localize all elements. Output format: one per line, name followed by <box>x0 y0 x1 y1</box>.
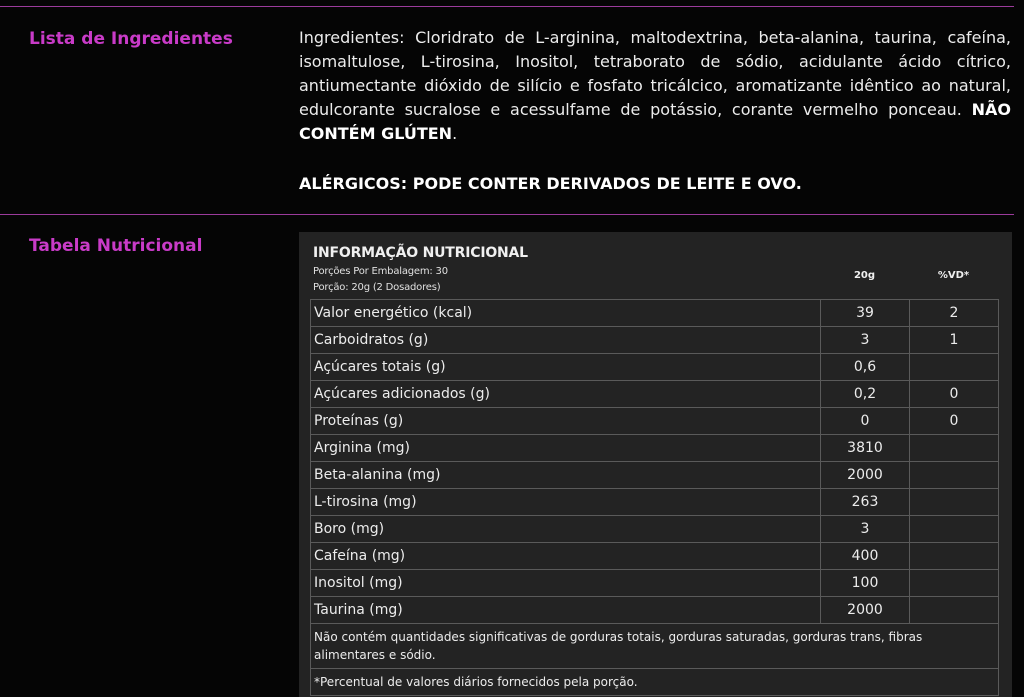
nutrient-dv: 2 <box>910 300 999 327</box>
nutrient-name: Cafeína (mg) <box>311 543 821 570</box>
table-row <box>311 543 999 570</box>
nutrient-dv <box>910 435 999 462</box>
nutrient-name: Taurina (mg) <box>311 597 821 624</box>
nutrient-amount: 3 <box>821 516 910 543</box>
nutrient-amount: 2000 <box>821 462 910 489</box>
nutrient-dv: 1 <box>910 327 999 354</box>
table-row <box>311 327 999 354</box>
nutrient-dv <box>910 543 999 570</box>
table-note-row <box>311 624 999 669</box>
nutrient-amount: 0,2 <box>821 381 910 408</box>
nutrient-name: Açúcares totais (g) <box>311 354 821 381</box>
table-row <box>311 516 999 543</box>
nutrition-section-label: Tabela Nutricional <box>29 236 203 256</box>
table-row <box>311 435 999 462</box>
middle-divider <box>0 214 1014 215</box>
nutrient-dv <box>910 354 999 381</box>
nutrient-dv <box>910 462 999 489</box>
table-row <box>311 597 999 624</box>
daily-value-note: *Percentual de valores diários fornecidos pela porção. <box>311 669 999 696</box>
column-header-amount: 20g <box>853 270 876 281</box>
nutrition-header <box>299 232 1012 297</box>
nutrition-title: INFORMAÇÃO NUTRICIONAL <box>313 245 528 261</box>
nutrient-amount: 400 <box>821 543 910 570</box>
nutrient-amount: 0,6 <box>821 354 910 381</box>
top-divider <box>0 6 1014 7</box>
gluten-notice: NÃO CONTÉM GLÚTEN <box>299 100 1011 143</box>
insignificant-amounts-note: Não contém quantidades significativas de gorduras totais, gorduras saturadas, gorduras trans, fibras alimentares e sódio. <box>311 624 999 669</box>
nutrient-amount: 39 <box>821 300 910 327</box>
ingredients-list: Ingredientes: Cloridrato de L-arginina, maltodextrina, beta-alanina, taurina, cafeína, isomaltulose, L-tirosina, Inositol, tetraborato de sódio, acidulante ácido cítrico, antiumectante dióxido de silício e fosfato tricálcico, aromatizante idêntico ao natural, edulcorante sucralose e acessulfame de potássio, corante vermelho ponceau. <box>299 28 1011 119</box>
table-row <box>311 489 999 516</box>
table-row <box>311 462 999 489</box>
nutrient-dv <box>910 516 999 543</box>
column-header-dv: %VD* <box>937 270 970 281</box>
table-row <box>311 408 999 435</box>
nutrient-name: Valor energético (kcal) <box>311 300 821 327</box>
table-row <box>311 570 999 597</box>
nutrient-name: Boro (mg) <box>311 516 821 543</box>
ingredients-text <box>299 26 1011 146</box>
nutrition-table <box>310 299 999 696</box>
ingredients-section-label: Lista de Ingredientes <box>29 29 233 49</box>
allergens-notice: ALÉRGICOS: PODE CONTER DERIVADOS DE LEITE E OVO. <box>299 174 802 193</box>
table-row <box>311 354 999 381</box>
nutrient-name: Arginina (mg) <box>311 435 821 462</box>
nutrition-facts-panel <box>299 232 1012 697</box>
nutrient-dv <box>910 597 999 624</box>
nutrient-name: Beta-alanina (mg) <box>311 462 821 489</box>
nutrient-name: Açúcares adicionados (g) <box>311 381 821 408</box>
nutrient-name: L-tirosina (mg) <box>311 489 821 516</box>
nutrient-dv: 0 <box>910 408 999 435</box>
nutrient-dv <box>910 570 999 597</box>
nutrient-amount: 263 <box>821 489 910 516</box>
nutrient-amount: 100 <box>821 570 910 597</box>
nutrient-amount: 0 <box>821 408 910 435</box>
nutrient-name: Carboidratos (g) <box>311 327 821 354</box>
gluten-suffix: . <box>452 124 458 143</box>
nutrient-name: Proteínas (g) <box>311 408 821 435</box>
portion-size: Porção: 20g (2 Dosadores) <box>313 282 441 293</box>
nutrient-amount: 2000 <box>821 597 910 624</box>
servings-per-package: Porções Por Embalagem: 30 <box>313 266 448 277</box>
nutrient-amount: 3 <box>821 327 910 354</box>
table-row <box>311 381 999 408</box>
nutrient-amount: 3810 <box>821 435 910 462</box>
table-note-row <box>311 669 999 696</box>
table-row <box>311 300 999 327</box>
nutrient-dv <box>910 489 999 516</box>
nutrient-name: Inositol (mg) <box>311 570 821 597</box>
nutrient-dv: 0 <box>910 381 999 408</box>
